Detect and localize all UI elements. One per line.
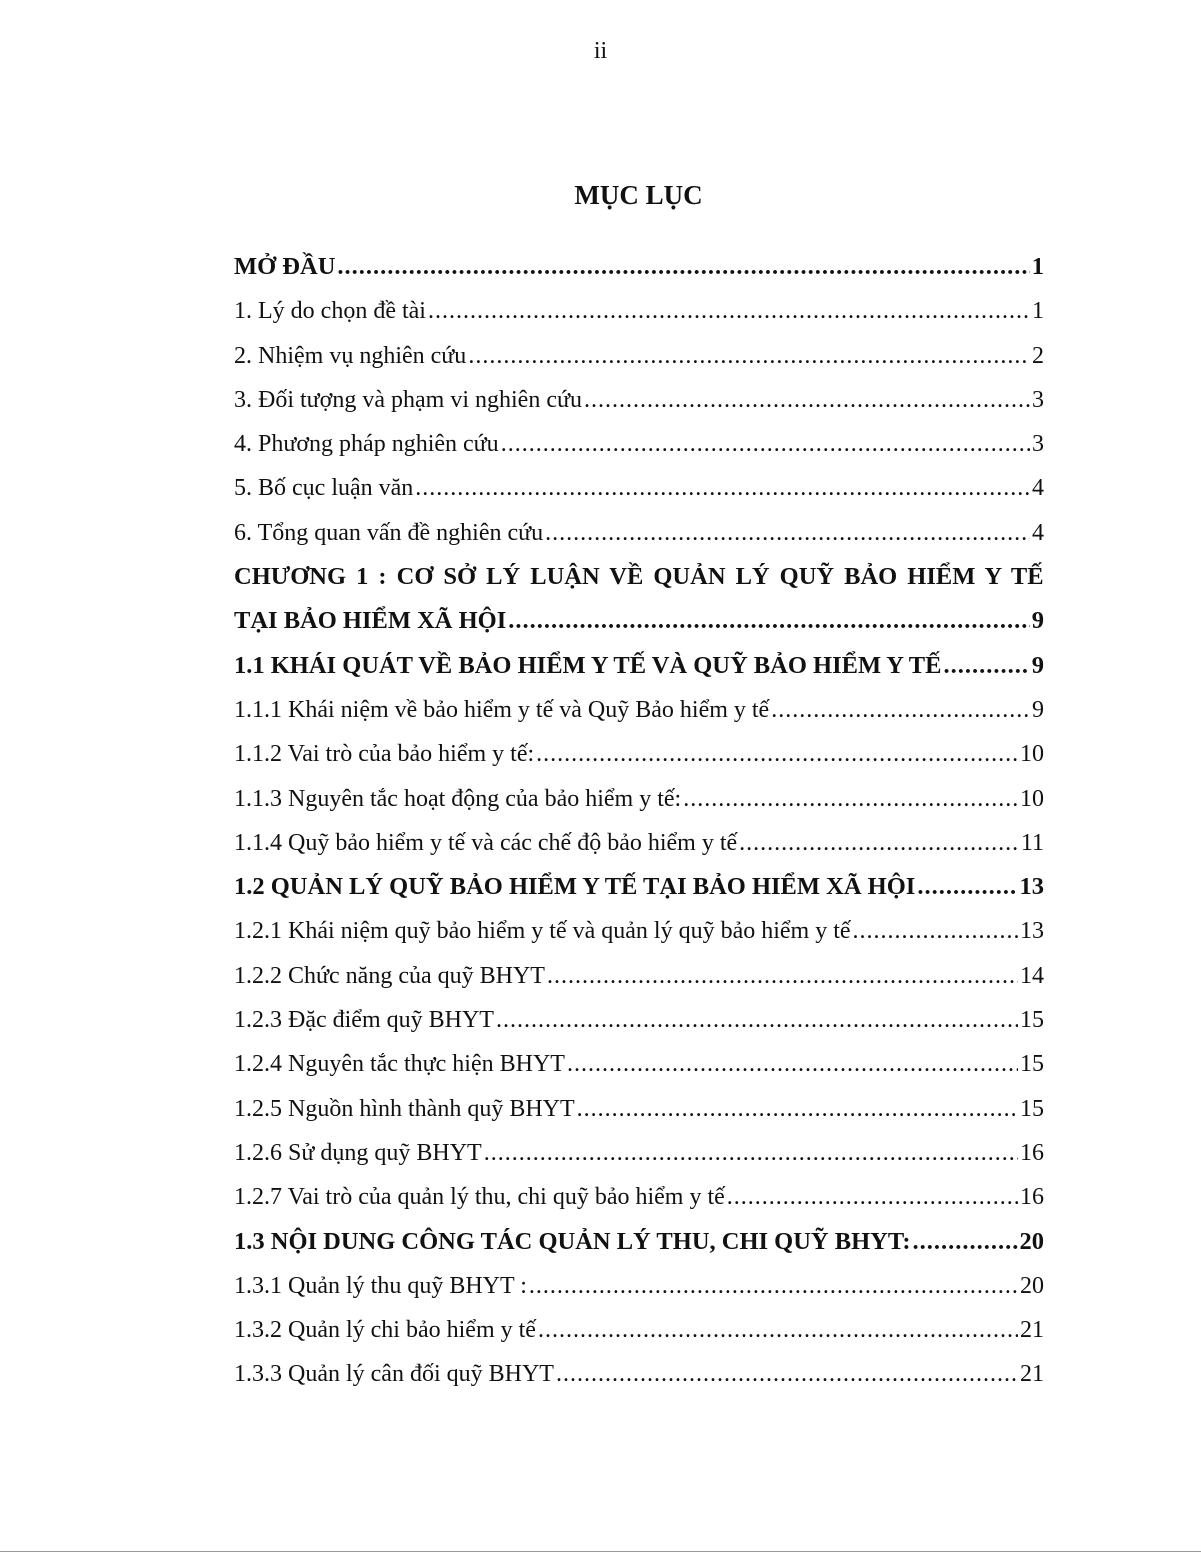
toc-entry-label: 5. Bố cục luận văn (234, 475, 414, 502)
toc-entry[interactable] (234, 1042, 1044, 1086)
toc-entry[interactable] (234, 599, 1044, 643)
toc-leader-dots (484, 1131, 1018, 1175)
toc-leader-dots (584, 378, 1030, 422)
toc-entry[interactable] (234, 644, 1044, 688)
toc-leader-dots (556, 1352, 1018, 1396)
page-number: ii (593, 38, 608, 64)
toc-entry-label: MỞ ĐẦU (234, 253, 336, 280)
toc-leader-dots (529, 1264, 1018, 1308)
toc-entry-label: 1.2.1 Khái niệm quỹ bảo hiểm y tế và quản lý quỹ bảo hiểm y tế (234, 918, 851, 945)
toc-entry-page: 15 (1020, 1051, 1044, 1078)
toc-entry[interactable] (234, 865, 1044, 909)
toc-entry-page: 13 (1020, 918, 1044, 945)
toc-entry[interactable] (234, 1175, 1044, 1219)
toc-entry[interactable] (234, 1308, 1044, 1352)
toc-entry[interactable] (234, 777, 1044, 821)
toc-leader-dots (727, 1175, 1018, 1219)
toc-entry-page: 21 (1020, 1361, 1044, 1388)
toc-leader-dots (739, 821, 1019, 865)
toc-entry-label: 1.2.7 Vai trò của quản lý thu, chi quỹ bảo hiểm y tế (234, 1184, 725, 1211)
toc-entry[interactable] (234, 555, 1044, 599)
toc-leader-dots (415, 466, 1030, 510)
toc-entry-label: 1.2.2 Chức năng của quỹ BHYT (234, 962, 545, 989)
toc-entry-label: TẠI BẢO HIỂM XÃ HỘI (234, 607, 507, 635)
toc-entry-label: 1. Lý do chọn đề tài (234, 298, 426, 325)
toc-entry-page: 14 (1020, 962, 1044, 989)
toc-leader-dots (496, 998, 1018, 1042)
toc-entry-page: 10 (1020, 785, 1044, 812)
toc-entry[interactable] (234, 422, 1044, 466)
toc-entry-label: 1.2.5 Nguồn hình thành quỹ BHYT (234, 1095, 575, 1122)
toc-entry-label: 1.2.4 Nguyên tắc thực hiện BHYT (234, 1051, 565, 1078)
toc-entry-page: 3 (1032, 431, 1044, 458)
toc-entry-page: 11 (1020, 829, 1044, 856)
toc-leader-dots (917, 865, 1017, 909)
toc-entry-page: 9 (1031, 607, 1044, 635)
toc-entry-page: 9 (1032, 696, 1044, 723)
toc-entry-page: 20 (1020, 1272, 1044, 1299)
toc-entry-label: 1.2.6 Sử dụng quỹ BHYT (234, 1139, 482, 1166)
toc-entry[interactable] (234, 1264, 1044, 1308)
toc-leader-dots (468, 334, 1030, 378)
toc-entry[interactable] (234, 289, 1044, 333)
toc-entry-label: 6. Tổng quan vấn đề nghiên cứu (234, 519, 544, 546)
toc-entry-page: 3 (1032, 386, 1044, 413)
toc-entry[interactable] (234, 1220, 1044, 1264)
page-bottom-rule (0, 1551, 1201, 1552)
toc-entry[interactable] (234, 998, 1044, 1042)
toc-entry[interactable] (234, 909, 1044, 953)
toc-entry[interactable] (234, 466, 1044, 510)
toc-entry-page: 15 (1020, 1095, 1044, 1122)
toc-entry-page: 4 (1032, 475, 1044, 502)
table-of-contents (234, 245, 1044, 1397)
toc-entry[interactable] (234, 245, 1044, 289)
toc-leader-dots (771, 688, 1030, 732)
toc-entry[interactable] (234, 954, 1044, 998)
toc-entry-label: 4. Phương pháp nghiên cứu (234, 431, 499, 458)
toc-leader-dots (337, 245, 1029, 289)
toc-leader-dots (501, 422, 1030, 466)
toc-entry-page: 16 (1020, 1139, 1044, 1166)
toc-entry-label: 1.3.3 Quản lý cân đối quỹ BHYT (234, 1361, 554, 1388)
toc-entry-label: 1.3 NỘI DUNG CÔNG TÁC QUẢN LÝ THU, CHI QUỸ BHYT: (234, 1227, 911, 1255)
toc-entry-label: 1.3.2 Quản lý chi bảo hiểm y tế (234, 1317, 536, 1344)
toc-entry-page: 21 (1020, 1317, 1044, 1344)
toc-leader-dots (536, 732, 1018, 776)
toc-entry[interactable] (234, 1131, 1044, 1175)
toc-entry[interactable] (234, 378, 1044, 422)
toc-entry[interactable] (234, 821, 1044, 865)
toc-leader-dots (547, 954, 1018, 998)
toc-entry-page: 2 (1032, 342, 1044, 369)
toc-entry-label: 1.1.1 Khái niệm về bảo hiểm y tế và Quỹ Bảo hiểm y tế (234, 696, 770, 723)
toc-leader-dots (577, 1087, 1018, 1131)
toc-entry-label: 2. Nhiệm vụ nghiên cứu (234, 342, 467, 369)
toc-entry-label: 1.1.3 Nguyên tắc hoạt động của bảo hiểm y tế: (234, 785, 682, 812)
toc-entry-label: 1.1 KHÁI QUÁT VỀ BẢO HIỂM Y TẾ VÀ QUỸ BẢO HIỂM Y TẾ (234, 651, 942, 679)
toc-leader-dots (567, 1042, 1018, 1086)
toc-leader-dots (508, 599, 1029, 643)
toc-entry-page: 4 (1032, 519, 1044, 546)
toc-leader-dots (545, 511, 1030, 555)
toc-entry-label: 1.1.4 Quỹ bảo hiểm y tế và các chế độ bảo hiểm y tế (234, 829, 738, 856)
toc-entry[interactable] (234, 1352, 1044, 1396)
toc-entry-page: 16 (1020, 1184, 1044, 1211)
toc-entry-label: 1.3.1 Quản lý thu quỹ BHYT : (234, 1272, 527, 1299)
toc-entry-page: 20 (1019, 1227, 1044, 1255)
toc-entry[interactable] (234, 688, 1044, 732)
toc-entry-page: 13 (1019, 873, 1044, 901)
toc-entry-label: 1.2.3 Đặc điểm quỹ BHYT (234, 1007, 494, 1034)
toc-entry-page: 9 (1031, 651, 1044, 679)
toc-entry[interactable] (234, 1087, 1044, 1131)
toc-entry-page: 10 (1020, 741, 1044, 768)
toc-entry-label: 1.1.2 Vai trò của bảo hiểm y tế: (234, 741, 535, 768)
toc-entry[interactable] (234, 732, 1044, 776)
toc-leader-dots (428, 289, 1030, 333)
toc-entry[interactable] (234, 334, 1044, 378)
toc-leader-dots (853, 909, 1018, 953)
toc-entry-label: 1.2 QUẢN LÝ QUỸ BẢO HIỂM Y TẾ TẠI BẢO HIỂM XÃ HỘI (234, 873, 916, 901)
toc-title: MỤC LỤC (574, 180, 703, 210)
toc-entry-page: 15 (1020, 1007, 1044, 1034)
toc-leader-dots (913, 1220, 1018, 1264)
toc-entry-page: 1 (1032, 298, 1044, 325)
toc-leader-dots (538, 1308, 1018, 1352)
toc-entry-page: 1 (1031, 253, 1044, 280)
toc-entry-label: CHƯƠNG 1 : CƠ SỞ LÝ LUẬN VỀ QUẢN LÝ QUỸ BẢO HIỂM Y TẾ (234, 563, 1044, 591)
toc-leader-dots (943, 644, 1029, 688)
toc-entry[interactable] (234, 511, 1044, 555)
toc-entry-label: 3. Đối tượng và phạm vi nghiên cứu (234, 386, 582, 413)
toc-leader-dots (683, 777, 1018, 821)
